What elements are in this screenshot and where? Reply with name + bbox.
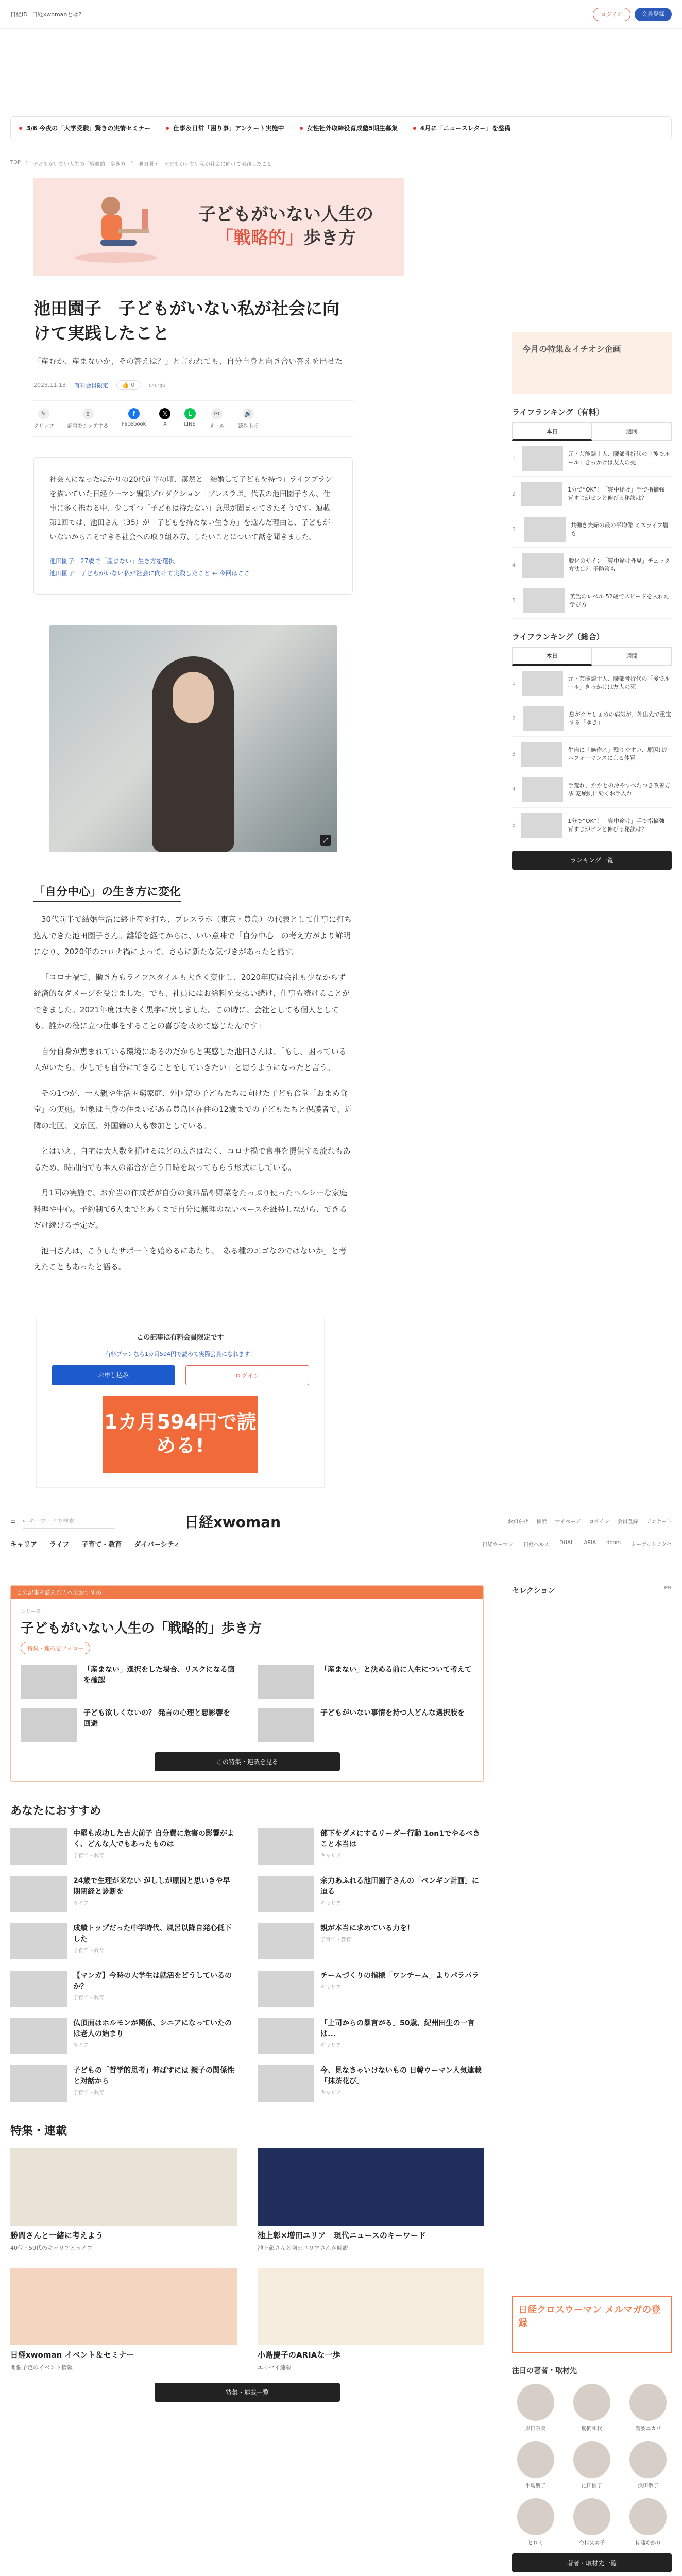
like-count: 0 [131,382,135,389]
selection-header: セレクション PR [512,1585,672,1595]
hero-line2: 歩き方 [303,228,356,248]
ranking-item[interactable]: 1 元・芸能騎士人、腰部骨折代の「後でルール」きっかけは友人の死 [512,441,672,477]
about-link[interactable]: 日経xwomanとは? [31,11,82,18]
breadcrumb-item[interactable]: TOP [10,160,21,165]
paywall-login-button[interactable]: ログイン [185,1365,309,1385]
series-article[interactable]: 「産まない」選択をした場合、リスクになる箇を確認 [21,1665,237,1699]
search-input[interactable] [23,1514,115,1529]
article-thumbnail [10,2065,67,2102]
ranking-list-button[interactable]: ランキング一覧 [512,851,672,870]
recommend-item[interactable]: 【マンガ】今時の大学生は就活をどうしているのか？ 子育て・教育 [10,1971,237,2007]
article-paragraph: 月1回の実施で、お弁当の作成者が自分の食料品や野菜をたっぷり使ったヘルシーな家庭料理や中心。予約制で6人までとあくまで自分に無理のないペースを維持しながら、できるだけ続ける予定だ。 [33,1188,347,1230]
writer-item[interactable]: 岸田奈美 [512,2384,559,2432]
ticker-item[interactable]: 仕事＆日常「困り事」アンケート実施中 [166,124,284,132]
main-nav [0,1534,682,1554]
site-logo[interactable]: 日経xwoman [184,1513,281,1531]
article-meta [33,380,353,390]
brand-link[interactable]: doors [606,1540,621,1546]
breadcrumb-item[interactable]: 子どもがいない人生の「戦略的」歩き方 [33,162,126,167]
writer-item[interactable]: 勝間和代 [568,2384,615,2432]
article-paragraph: 「コロナ禍で、働き方もライフスタイルも大きく変化し、2020年度は会社も少なからず経済的なダメージを受けました。でも、社員にはお給料を支払い続け、仕事も続けることができました。2021年度は大きく黒字に戻しました。この時に、会社としても個人としても、誰かの役に立つ仕事をすることの喜びを改めて感じたんです」 [33,972,350,1031]
site-header [0,1509,682,1554]
register-button[interactable]: 会員登録 [635,8,672,21]
article-paragraph: その1つが、一人親や生活困窮家庭、外国籍の子どもたちに向けた子ども食堂「おまめ食堂」の実施。対象は自身の住まいがある豊島区在住の12歳までの子どもたちと保護者で、近隣の北区、文京区、外国籍の人も参加としている。 [33,1088,352,1130]
woman-illustration-icon [70,188,162,265]
avatar [517,2384,554,2421]
article-thumbnail [258,1923,314,1959]
x-icon: 𝕏 [159,408,170,419]
zoom-icon[interactable]: ⤢ [320,835,331,846]
ticker-item[interactable]: 3/6 今夜の「大学受験」驚きの実情セミナー [19,124,150,132]
nav-parenting[interactable]: 子育て・教育 [81,1541,122,1549]
ranking-thumbnail [523,588,565,613]
article-paragraph: 自分自身が恵まれている環境にあるのだからと実感した池田さんは、「もし、困っている人がいたら、少しでも自分にできることをしていきたい」と思うようになったと言う。 [33,1046,347,1073]
main-column [10,167,407,1488]
brand-link[interactable]: DUAL [559,1540,574,1546]
ticker-item[interactable]: 女性社外取締役育成塾5期生募集 [300,124,398,132]
ranking-thumbnail [524,517,566,542]
ranking-tabs [512,647,672,666]
lower-sidebar [512,1585,672,2576]
article-date: 2023.11.13 [33,382,66,389]
series-box-header: この記事を読んだ人へのおすすめ [11,1586,483,1599]
avatar [629,2441,667,2478]
writer-item[interactable]: 池田園子 [568,2441,615,2489]
feature-thumbnail [10,2268,237,2345]
share-button[interactable]: ⇪ 記事をシェアする [67,408,109,429]
menu-icon[interactable]: ☰ [10,1518,15,1525]
tab-weekly[interactable]: 週間 [592,647,672,666]
article-thumbnail [258,1828,314,1865]
paid-member-tag[interactable]: 有料会員限定 [74,382,108,389]
article-photo[interactable] [49,625,337,852]
ranking-item[interactable]: 2 息がクヤしょめの病気が、外出先で重宝する「ゆき」 [512,701,672,737]
article-thumbnail [10,1876,67,1912]
article-lead: 「産むか、産まないか、その答えは？」と言われても、自分自身と向き合い答えを出せた [33,356,343,366]
breadcrumb [10,160,672,167]
paywall-plan-link[interactable]: 有料プランなら1カ月594円で読めて実際会員になれます！ [105,1350,255,1358]
ranking-thumbnail [522,777,563,802]
writer-item[interactable]: 浜田敬子 [625,2441,672,2489]
subscribe-button[interactable]: お申し込み [52,1365,175,1385]
mail-share-button[interactable]: ✉ メール [209,408,225,429]
sidebar [512,167,672,1488]
feature-card[interactable]: 勝間さんと一緒に考えよう 40代・50代のキャリアとライフ [10,2148,237,2253]
line-icon: L [184,408,196,419]
ranking-paid-title: ライフランキング（有料） [512,408,604,417]
series-hero-banner[interactable] [33,178,404,276]
ticker-item[interactable]: 4月に「ニュースレター」を整備 [413,124,510,132]
ranking-item[interactable]: 5 1分で“OK”！「寝中途け」手で指摘強 背すじがピンと伸びる秘訣は？ [512,808,672,843]
feature-thumbnail [10,2148,237,2226]
tab-today[interactable]: 本日 [512,422,592,441]
ranking-item[interactable]: 2 1分で“OK”！「寝中途け」手で指摘強 背すじがピンと伸びる秘訣は？ [512,477,672,512]
hero-line1: 子どもがいない人生の [198,204,373,225]
view-series-button[interactable]: この特集・連載を見る [155,1752,340,1771]
brand-link[interactable]: ターゲットアクセ [631,1542,672,1548]
facebook-icon: f [128,408,140,419]
writer-item[interactable]: 瀧波ユカリ [625,2384,672,2432]
ranking-thumbnail [521,742,562,767]
tab-weekly[interactable]: 週間 [592,422,672,441]
recommend-item[interactable]: チームづくりの指標「ワンチーム」よりパラパラ キャリア [258,1971,484,2007]
price-promo-banner[interactable]: 1カ月594円で読める! [103,1396,258,1473]
monthly-feature-banner[interactable]: 今月の特集＆イチオシ企画 [512,332,672,394]
recommend-item[interactable]: 24歳で生理が来ない がししが原因と思いきや早期閉経と診断を ライフ [10,1876,237,1912]
pr-icon: PR [663,1585,672,1591]
ranking-thumbnail [521,482,562,506]
speaker-icon: 🔊 [243,408,254,419]
summary-text: 社会人になったばかりの20代前半の頃、漠然と「結婚して子どもを持つ」ライフプランを描いていた日経ウーマン編集プロダクション「プレスラボ」代表の池田園子さん。仕事に多く携わる中、少しずつ「子どもは持たない」意思が固まってきたそうです。連載第1回では、池田さん（35）が「子どもを持たない生き方」を選んだ理由と、子どもがいないからこそできる社会への取り組み方、したいことについて話を聞きました。 [49,476,332,542]
nav-diversity[interactable]: ダイバーシティ [134,1541,180,1549]
ranking-item[interactable]: 4 手荒れ、かかとの冷やすべたつき改善方法 乾燥肌に効くお手入れ [512,772,672,808]
feature-card[interactable]: 小島慶子のARIAな一歩 エッセイ連載 [258,2268,484,2372]
recommend-title: あなたにおすすめ [10,1804,101,1818]
recommend-item[interactable]: 中堅も成功した吉大前子 自分費に危害の影響がよく、どんな人でもあったものは 子育て・教育 [10,1828,237,1865]
article-paragraph: 30代前半で結婚生活に終止符を打ち、プレスラボ（東京・豊島）の代表として仕事に打ち込んできた池田園子さん。離婚を経てからは、いい意味で「自分中心」の考え方がより鮮明になり、2020年のコロナ禍によって、さらに新たな気づきがあったと話す。 [33,914,352,957]
photo-subject-face [173,672,214,723]
line-share-button[interactable]: L LINE [184,408,195,429]
feature-card[interactable]: 日経xwoman イベント＆セミナー 開催予定のイベント情報 [10,2268,237,2372]
tab-today[interactable]: 本日 [512,647,592,666]
article-thumbnail [258,2018,314,2054]
writer-item[interactable]: 佐藤ゆかり [625,2498,672,2546]
survey-icon[interactable]: アンケート [646,1519,672,1526]
paywall-title: この記事は有料会員限定です [137,1333,224,1342]
notification-icon[interactable]: お知らせ [507,1519,528,1526]
hero-title [198,203,373,250]
article-thumbnail [258,1708,314,1742]
register-icon[interactable]: 会員登録 [617,1519,638,1526]
article-thumbnail [21,1665,77,1699]
feature-thumbnail [258,2148,484,2226]
series-article[interactable]: 「産まない」と決める前に人生について考えて [258,1665,474,1699]
ranking-thumbnail [521,813,562,838]
feature-card[interactable]: 池上彰×増田ユリア 現代ニュースのキーワード 池上彰さんと増田ユリアさんが解説 [258,2148,484,2253]
nav-career[interactable]: キャリア [10,1541,38,1549]
like-label: いいね [148,382,166,389]
login-button[interactable]: ログイン [593,8,630,21]
ranking-item[interactable]: 4 脱化のサイン「寝中途け外見」チェック方法は？ 予防策も [512,548,672,583]
brand-link[interactable]: 日経ヘルス [523,1542,550,1548]
series-title[interactable]: 子どもがいない人生の「戦略的」歩き方 [21,1620,262,1636]
paywall [36,1317,325,1488]
ranking-tabs [512,422,672,441]
avatar [573,2498,610,2535]
header-icons [508,1517,672,1525]
writer-item[interactable]: 今村久美子 [568,2498,615,2546]
recommend-item[interactable]: 子どもの「哲学的思考」伸ばすには 親子の関係性と対話から 子育て・教育 [10,2065,237,2102]
writers-grid [512,2384,672,2546]
lower-main [10,1585,484,2576]
article-thumbnail [10,1828,67,1865]
article-thumbnail [258,1971,314,2007]
article-thumbnail [10,1923,67,1959]
article-thumbnail [258,1876,314,1912]
recommend-item[interactable]: 部下をダメにするリーダー行動 1on1でやるべきこと本当は キャリア [258,1828,484,1865]
search-placeholder: キーワードで検索 [29,1518,75,1525]
feature-thumbnail [258,2268,484,2345]
article [33,296,353,1276]
like-button[interactable] [116,380,140,390]
ranking-item[interactable]: 5 英語のレベル 52歳でスピードを入れた学び方 [512,583,672,619]
top-bar [0,0,682,29]
recommend-list [10,1828,484,2102]
article-thumbnail [258,1665,314,1699]
ranking-item[interactable]: 1 元・芸能騎士人、腰部骨折代の「後でルール」きっかけは友人の死 [512,666,672,701]
newsletter-banner[interactable]: 日経クロスウーマン メルマガの登録 [512,2296,672,2353]
breadcrumb-separator: › [131,160,133,165]
search-icon: ⌕ [22,1517,26,1524]
avatar [629,2384,667,2421]
series-links [49,555,337,580]
avatar [573,2441,610,2478]
ranking-thumbnail [523,706,564,731]
thumbs-up-icon: 👍 [122,382,129,389]
mail-icon: ✉ [211,408,223,419]
follow-series-button[interactable]: 特集・連載をフォロー [21,1642,90,1654]
login-icon[interactable]: ログイン [589,1519,609,1526]
writer-item[interactable]: ヒロミ [512,2498,559,2546]
share-bar [33,400,353,437]
series-article[interactable]: 子ども欲しくないの？ 発言の心理と悪影響を回避 [21,1708,237,1742]
news-ticker [10,116,672,139]
hero-highlight: 「戦略的」 [216,228,303,248]
ranking-total-title: ライフランキング（総合） [512,632,604,641]
section-heading: 「自分中心」の生き方に変化 [33,883,181,902]
brand-links [482,1540,672,1548]
avatar [629,2498,667,2535]
ranking-thumbnail [522,671,563,696]
nikkei-id-logo[interactable]: 日経ID [10,11,28,18]
article-thumbnail [10,2018,67,2054]
avatar [517,2441,554,2478]
article-title: 池田園子 子どもがいない私が社会に向けて実践したこと [33,298,339,343]
mypage-icon[interactable]: マイページ [555,1519,581,1526]
avatar [573,2384,610,2421]
recommend-item[interactable]: 成績トップだった中学時代、風呂以降自発心低下した 子育て・教育 [10,1923,237,1959]
recommend-item[interactable]: 仏頂面はホルモンが関係、シニアになっていたのは老人の始まり ライフ [10,2018,237,2054]
breadcrumb-item: 池田園子 子どもがいない私が社会に向けて実践したこと [138,162,272,167]
breadcrumb-separator: › [26,160,28,165]
article-thumbnail [21,1708,77,1742]
search-icon[interactable]: 検索 [536,1519,547,1526]
series-link-current[interactable]: 池田園子 子どもがいない私が社会に向けて実践したこと ← 今回はここ [49,570,250,578]
recommend-item[interactable]: 今、見なきゃいけないもの 日韓ウーマン人気連載「抹茶花び」 キャリア [258,2065,484,2102]
ranking-item[interactable]: 3 牛肉に「無作乙」残りやすい、原因は？ パフォーマンスによる体質 [512,737,672,772]
series-label: シリーズ [21,1608,41,1615]
x-share-button[interactable]: 𝕏 X [159,408,170,429]
series-box [10,1585,484,1782]
clip-icon: ✎ [38,408,49,419]
read-aloud-button[interactable]: 🔊 読み上げ [238,408,259,429]
recommend-item[interactable]: 余力あふれる池田園子さんの「ペンギン計画」に迫る キャリア [258,1876,484,1912]
article-paragraph: とはいえ、自宅は大人数を招けるほどの広さはなく、コロナ禍で食事を提供する流れもあるため、時間内でも本人の都合が合う日時を取ってもらう形式にしている。 [33,1146,351,1172]
share-icon: ⇪ [82,408,94,419]
facebook-share-button[interactable]: f Facebook [122,408,146,429]
brand-link[interactable]: ARIA [584,1540,596,1546]
article-thumbnail [258,2065,314,2102]
writers-title: 注目の著者・取材先 [512,2366,577,2375]
recommend-item[interactable]: 親が本当に求めている力を！ 子育て・教育 [258,1923,484,1959]
features-list [10,2148,484,2372]
features-title: 特集・連載 [10,2124,67,2138]
series-link[interactable]: 池田園子 27歳で「産まない」生き方を選択 [49,557,175,565]
features-list-button[interactable]: 特集・連載一覧 [155,2383,340,2402]
article-paragraph: 池田さんは、こうしたサポートを始めるにあたり、「ある種のエゴなのではないか」と考えたこともあったと語る。 [33,1246,347,1272]
ranking-item[interactable]: 3 共働き夫婦の最の平均像 ミスライフ層も [512,512,672,548]
avatar [517,2498,554,2535]
writers-list-button[interactable]: 著者・取材先一覧 [512,2553,672,2572]
brand-link[interactable]: 日経ウーマン [482,1542,514,1548]
article-summary [33,457,353,595]
recommend-item[interactable]: 「上司からの暴言がる」50歳、紀州田生の一言は... キャリア [258,2018,484,2054]
article-thumbnail [10,1971,67,2007]
ranking-thumbnail [522,446,563,471]
writer-item[interactable]: 小島慶子 [512,2441,559,2489]
series-article[interactable]: 子どもがいない事情を持つ人どんな選択肢を [258,1708,474,1742]
clip-button[interactable]: ✎ クリップ [33,408,54,429]
nav-life[interactable]: ライフ [49,1541,70,1549]
ranking-thumbnail [522,553,564,578]
